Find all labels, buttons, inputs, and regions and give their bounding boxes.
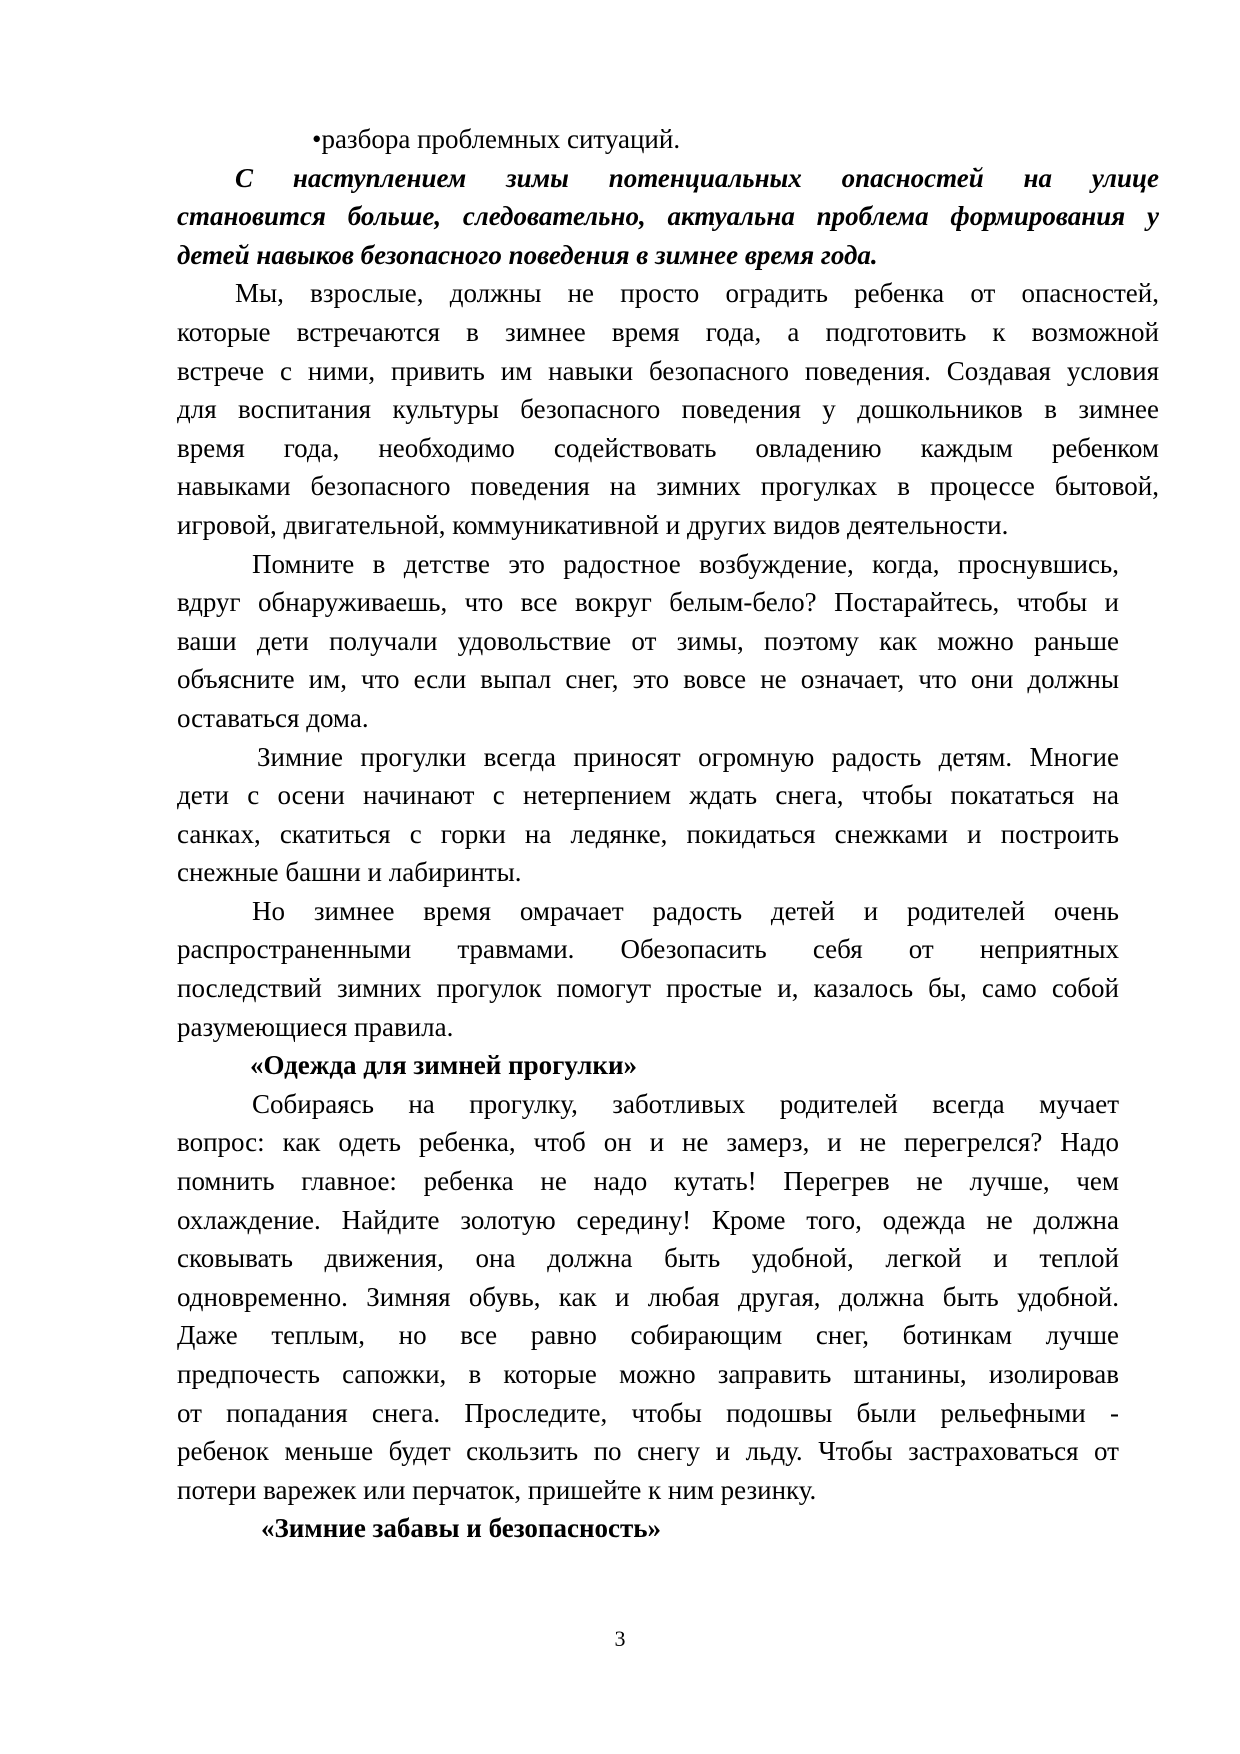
text-line: Но зимнее время омрачает радость детей и родителей очень xyxy=(252,895,1119,926)
text-line: объясните им, что если выпал снег, это вовсе не означает, что они должны xyxy=(177,664,1119,695)
bullet-item xyxy=(177,120,1159,159)
text-column xyxy=(177,120,1159,1548)
text-line: •разбора проблемных ситуаций. xyxy=(312,124,681,154)
text-line: время года, необходимо содействовать овладению каждым ребенком xyxy=(177,432,1159,463)
paragraph xyxy=(177,738,1159,892)
text-line: распространенными травмами. Обезопасить себя от неприятных xyxy=(177,934,1119,965)
text-line: оставаться дома. xyxy=(177,702,369,733)
text-line: «Одежда для зимней прогулки» xyxy=(250,1050,638,1081)
text-line: разумеющиеся правила. xyxy=(177,1011,454,1042)
text-line: которые встречаются в зимнее время года, а подготовить к возможной xyxy=(177,316,1159,347)
text-line: последствий зимних прогулок помогут простые и, казалось бы, само собой xyxy=(177,973,1119,1004)
paragraph xyxy=(177,1085,1159,1510)
text-line: игровой, двигательной, коммуникативной и других видов деятельности. xyxy=(177,509,1009,540)
text-line: Даже теплым, но все равно собирающим снег, ботинкам лучше xyxy=(177,1320,1119,1351)
text-line: санках, скатиться с горки на ледянке, покидаться снежками и построить xyxy=(177,818,1119,849)
text-line: Собираясь на прогулку, заботливых родителей всегда мучает xyxy=(252,1088,1119,1119)
text-line: детей навыков безопасного поведения в зимнее время года. xyxy=(177,239,878,270)
text-line: дети с осени начинают с нетерпением ждать снега, чтобы покататься на xyxy=(177,780,1119,811)
text-line: становится больше, следовательно, актуальна проблема формирования у xyxy=(177,201,1159,232)
page-number: 3 xyxy=(614,1626,626,1651)
text-line: ваши дети получали удовольствие от зимы, поэтому как можно раньше xyxy=(177,625,1119,656)
text-line: снежные башни и лабиринты. xyxy=(177,857,522,888)
paragraph xyxy=(177,159,1159,275)
text-line: помнить главное: ребенка не надо кутать! Перегрев не лучше, чем xyxy=(177,1166,1119,1197)
paragraph xyxy=(177,545,1159,738)
text-line: вопрос: как одеть ребенка, чтоб он и не замерз, и не перегрелся? Надо xyxy=(177,1127,1119,1158)
text-line: вдруг обнаруживаешь, что все вокруг белым-бело? Постарайтесь, чтобы и xyxy=(177,587,1119,618)
text-line: навыками безопасного поведения на зимних прогулках в процессе бытовой, xyxy=(177,471,1159,502)
text-line: одновременно. Зимняя обувь, как и любая другая, должна быть удобной. xyxy=(177,1281,1119,1312)
section-heading xyxy=(177,1509,1159,1548)
text-line: Зимние прогулки всегда приносят огромную радость детям. Многие xyxy=(257,741,1119,772)
paragraph xyxy=(177,274,1159,544)
section-heading xyxy=(177,1046,1159,1085)
text-line: С наступлением зимы потенциальных опасностей на улице xyxy=(235,162,1159,193)
text-line: от попадания снега. Проследите, чтобы подошвы были рельефными - xyxy=(177,1397,1119,1428)
text-line: встрече с ними, привить им навыки безопасного поведения. Создавая условия xyxy=(177,355,1159,386)
text-line: ребенок меньше будет скользить по снегу и льду. Чтобы застраховаться от xyxy=(177,1436,1119,1467)
text-line: предпочесть сапожки, в которые можно заправить штанины, изолировав xyxy=(177,1359,1119,1389)
text-line: охлаждение. Найдите золотую середину! Кроме того, одежда не должна xyxy=(177,1204,1119,1235)
text-line: сковывать движения, она должна быть удобной, легкой и теплой xyxy=(177,1243,1119,1274)
text-line: потери варежек или перчаток, пришейте к ним резинку. xyxy=(177,1474,817,1505)
text-line: для воспитания культуры безопасного поведения у дошкольников в зимнее xyxy=(177,394,1159,425)
paragraph xyxy=(177,892,1159,1046)
text-line: Помните в детстве это радостное возбуждение, когда, проснувшись, xyxy=(252,548,1119,579)
text-line: «Зимние забавы и безопасность» xyxy=(261,1513,662,1544)
text-line: Мы, взрослые, должны не просто оградить ребенка от опасностей, xyxy=(235,278,1159,309)
